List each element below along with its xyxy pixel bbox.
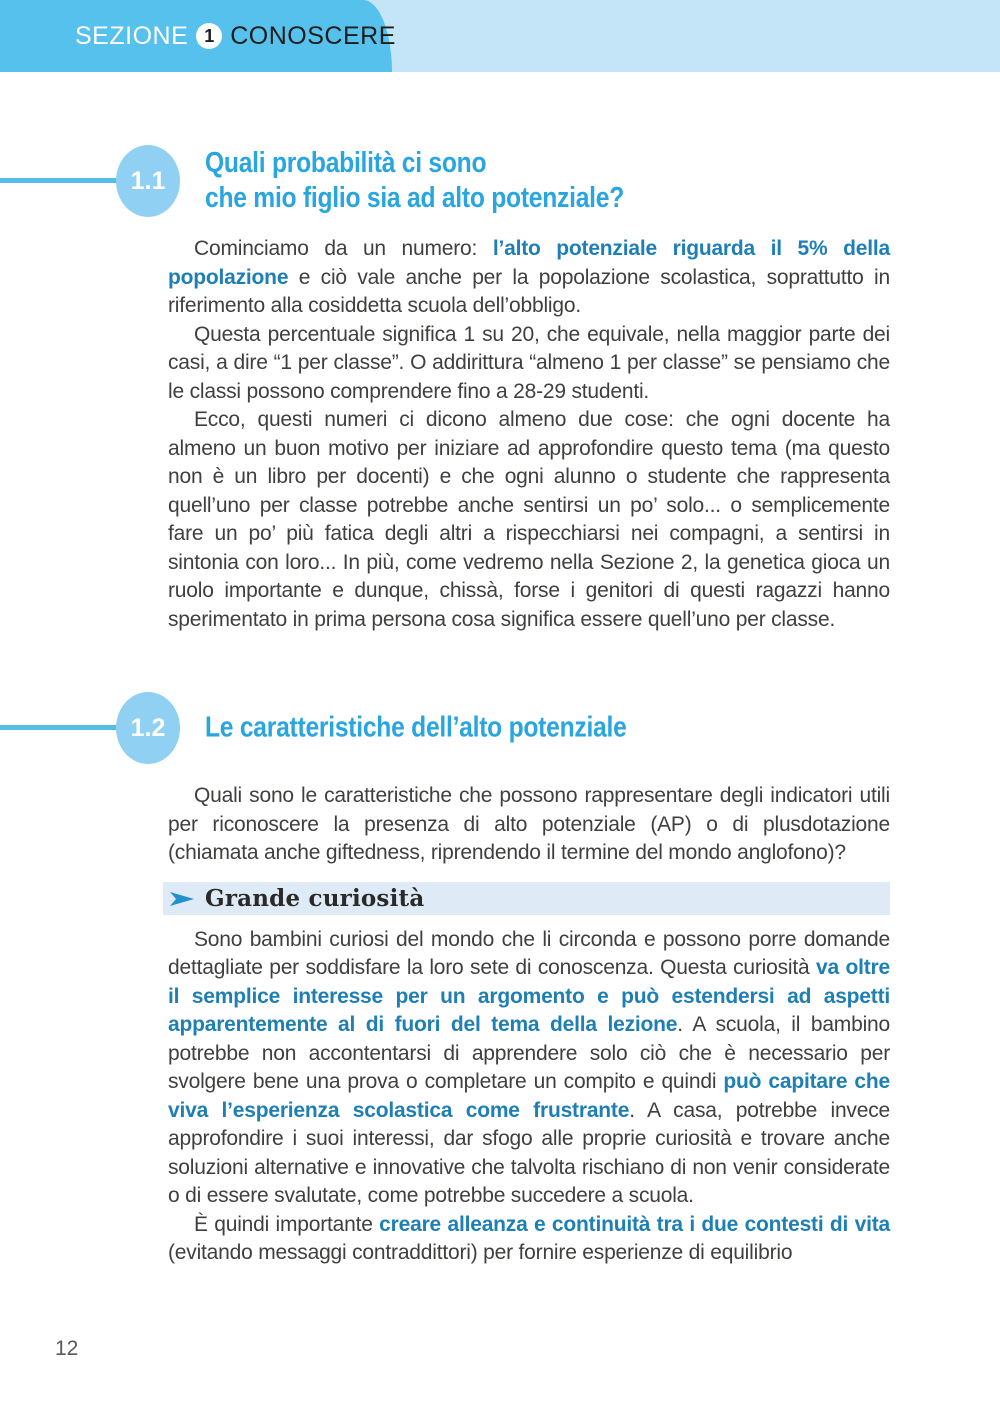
arrow-right-icon (170, 890, 194, 908)
paragraph: È quindi importante creare alleanza e continuità tra i due contesti di vita (evitando messaggi contraddittori) per fornire esperienze di equilibrio (168, 1212, 890, 1264)
section-title (205, 711, 627, 746)
paragraph: Quali sono le caratteristiche che possono rappresentare degli indicatori utili per riconoscere la presenza di alto potenziale (AP) o di plusdotazione (chiamata anche giftedness, riprendendo il termine del mondo anglofono)? (168, 784, 890, 864)
section-1-1-body (168, 235, 890, 634)
section-head-1-2 (0, 692, 1000, 764)
subsection-title: Grande curiosità (205, 884, 425, 912)
section-number-badge: 1.1 (116, 145, 180, 217)
section-number-circle (196, 23, 222, 49)
paragraph: Sono bambini curiosi del mondo che li circonda e possono porre domande dettagliate per soddisfare la loro sete di conoscenza. Questa curiosità va oltre il semplice interesse per un argomento e può estendersi ad aspetti apparentemente al di fuori del tema della lezione. A scuola, il bambino potrebbe non accontentarsi di apprendere solo ciò che è necessario per svolgere bene una prova o completare un compito e quindi può capitare che viva l’esperienza scolastica come frustrante. A casa, potrebbe invece approfondire i suoi interessi, dar sfogo alle proprie curiosità e trovare anche soluzioni alternative e innovative che talvolta rischiano di non venir considerate o di essere svalutate, come potrebbe succedere a scuola. (168, 927, 890, 1207)
section-title-line: che mio figlio sia ad alto potenziale? (205, 182, 625, 214)
subsection-body (168, 926, 890, 1268)
section-title-line: Le caratteristiche dell’alto potenziale (205, 711, 627, 744)
paragraph: Cominciamo da un numero: l’alto potenziale riguarda il 5% della popolazione e ciò vale anche per la popolazione scolastica, soprattutto in riferimento alla cosiddetta scuola dell’obbligo. (168, 237, 891, 317)
section-banner-title: CONOSCERE (230, 21, 396, 50)
section-head-1-1 (0, 145, 1000, 217)
section-title (205, 146, 624, 216)
section-banner-label: SEZIONE (75, 21, 189, 50)
paragraph: Ecco, questi numeri ci dicono almeno due cose: che ogni docente ha almeno un buon motivo per iniziare ad approfondire questo tema (ma questo non è un libro per docenti) e che ogni alunno o studente che rappresenta quell’uno per classe potrebbe anche sentirsi un po’ solo... o semplicemente fare un po’ più fatica degli altri a rispecchiarsi nei compagni, a sentirsi in sintonia con loro... In più, come vedremo nella Sezione 2, la genetica gioca un ruolo importante e dunque, chissà, forse i genitori di questi ragazzi hanno sperimentato in prima persona cosa significa essere quell’uno per classe. (168, 408, 890, 631)
section-banner (0, 0, 396, 72)
section-1-2-body (168, 782, 890, 868)
page-number: 12 (55, 1337, 79, 1360)
section-number: 1 (204, 25, 215, 46)
paragraph: Questa percentuale significa 1 su 20, che equivale, nella maggior parte dei casi, a dire “1 per classe”. O addirittura “almeno 1 per classe” se pensiamo che le classi possono comprendere fino a 28-29 studenti. (168, 322, 890, 403)
subsection-heading-bar (163, 882, 890, 915)
section-number-badge: 1.2 (116, 692, 180, 764)
section-title-line: Quali probabilità ci sono (205, 147, 487, 179)
